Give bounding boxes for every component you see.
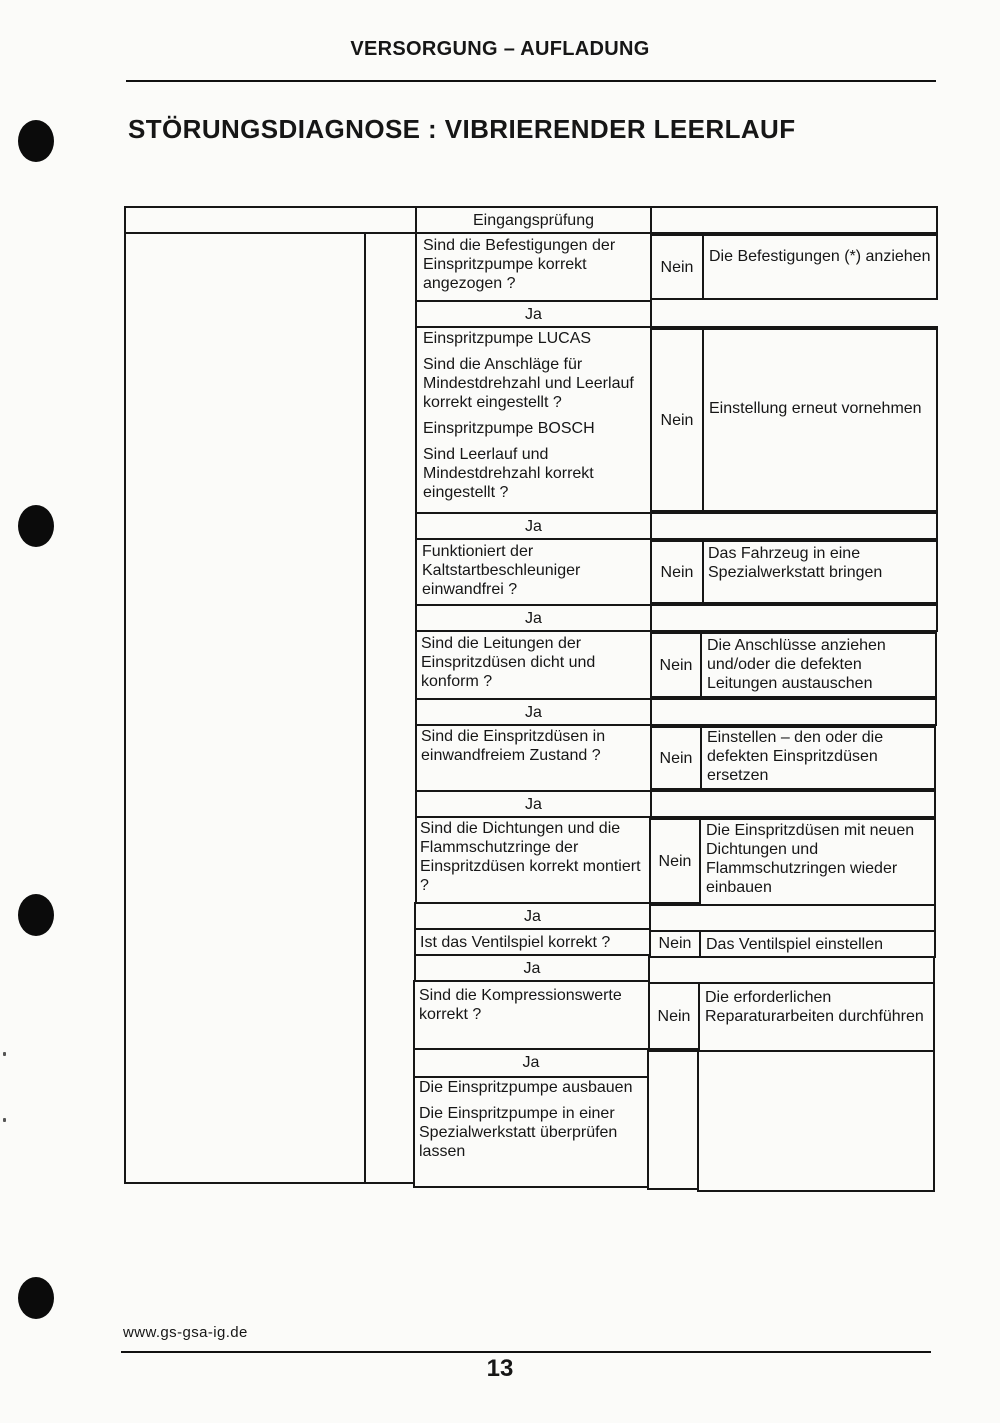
action-text: Einstellung erneut vornehmen xyxy=(709,400,922,417)
yes-label: Ja xyxy=(525,305,542,323)
action-text: Die erforderlichen Reparaturarbeiten durchführen xyxy=(705,989,924,1025)
action-text: Die Anschlüsse anziehen und/oder die defekten Leitungen austauschen xyxy=(707,637,886,692)
no-label: Nein xyxy=(660,563,694,581)
yes-label: Ja xyxy=(525,795,542,813)
empty-action-box xyxy=(697,1050,935,1192)
no-label: Nein xyxy=(660,258,694,276)
frame-inner-column xyxy=(364,232,366,1184)
yes-label: Ja xyxy=(522,1053,540,1071)
scan-speck xyxy=(3,1052,6,1056)
punch-hole xyxy=(18,1277,54,1319)
no-label: Nein xyxy=(658,852,692,870)
separator-box xyxy=(649,904,936,932)
punch-hole xyxy=(18,894,54,936)
no-label: Nein xyxy=(658,934,692,952)
question-text: Einspritzpumpe LUCAS Sind die Anschläge für Mindestdrehzahl und Leerlauf korrekt eingestellt ? Einspritzpumpe BOSCH Sind Leerlauf und Mindestdrehzahl korrekt eingestellt ? xyxy=(423,330,634,501)
separator-box xyxy=(650,698,937,726)
no-label: Nein xyxy=(659,749,693,767)
yes-label: Ja xyxy=(523,959,541,977)
frame-left xyxy=(124,206,126,1184)
action-text: Das Fahrzeug in eine Spezialwerkstatt bringen xyxy=(708,545,883,581)
action-box xyxy=(702,328,938,512)
no-label: Nein xyxy=(657,1007,691,1025)
action-text: Die Einspritzdüsen mit neuen Dichtungen und Flammschutzringen wieder einbauen xyxy=(706,822,915,896)
yes-label: Ja xyxy=(524,907,541,925)
footer-url: www.gs-gsa-ig.de xyxy=(123,1324,248,1341)
separator-box xyxy=(650,512,938,540)
punch-hole xyxy=(18,505,54,547)
page-title: STÖRUNGSDIAGNOSE : VIBRIERENDER LEERLAUF xyxy=(128,114,796,144)
question-text: Funktioniert der Kaltstartbeschleuniger einwandfrei ? xyxy=(422,543,581,598)
question-text: Ist das Ventilspiel korrekt ? xyxy=(420,933,611,951)
footer-rule xyxy=(121,1351,931,1353)
separator-box xyxy=(650,604,938,632)
frame-bottom xyxy=(124,1182,415,1184)
section-title: VERSORGUNG – AUFLADUNG xyxy=(350,38,650,60)
action-box xyxy=(702,234,938,300)
start-label: Eingangsprüfung xyxy=(473,211,594,229)
page-number: 13 xyxy=(486,1355,514,1382)
question-text: Sind die Leitungen der Einspritzdüsen dicht und konform ? xyxy=(421,635,596,690)
action-text: Das Ventilspiel einstellen xyxy=(706,935,883,953)
no-label: Nein xyxy=(659,656,693,674)
separator-box xyxy=(648,956,935,984)
no-label: Nein xyxy=(660,411,694,429)
scan-speck xyxy=(3,1118,6,1122)
action-text: Einstellen – den oder die defekten Einspritzdüsen ersetzen xyxy=(707,729,884,784)
question-text: Sind die Dichtungen und die Flammschutzringe der Einspritzdüsen korrekt montiert ? xyxy=(420,820,641,894)
separator-box xyxy=(650,790,936,818)
yes-label: Ja xyxy=(525,517,542,535)
yes-label: Ja xyxy=(525,703,542,721)
header-rule xyxy=(126,80,936,82)
empty-no-box xyxy=(647,1050,699,1190)
final-action-text: Die Einspritzpumpe ausbauen Die Einspritzpumpe in einer Spezialwerkstatt überprüfen lassen xyxy=(419,1079,633,1160)
question-text: Sind die Befestigungen der Einspritzpumpe korrekt angezogen ? xyxy=(423,237,616,292)
question-text: Sind die Einspritzdüsen in einwandfreiem Zustand ? xyxy=(421,728,606,764)
punch-hole xyxy=(18,120,54,162)
question-text: Sind die Kompressionswerte korrekt ? xyxy=(419,987,622,1023)
yes-label: Ja xyxy=(525,609,542,627)
action-text: Die Befestigungen (*) anziehen xyxy=(709,248,931,265)
